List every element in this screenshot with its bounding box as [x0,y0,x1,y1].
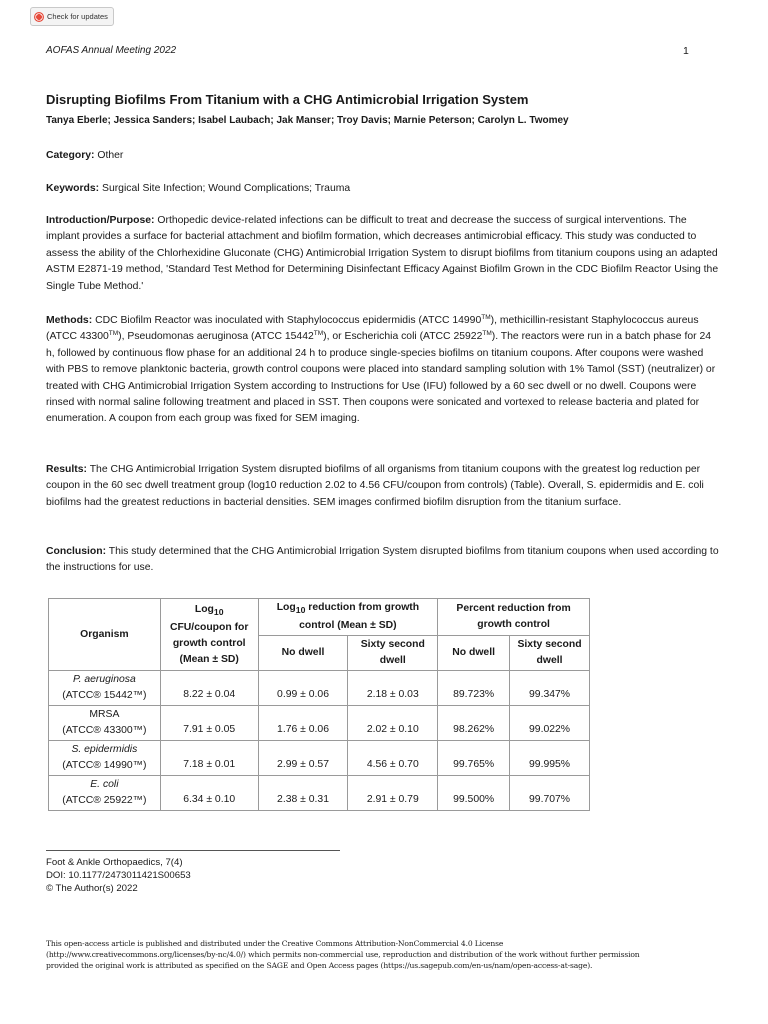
results-text: The CHG Antimicrobial Irrigation System disrupted biofilms of all organisms from titanium coupons with the greatest log reduction per coupon in the 60 sec dwell treatment group (log10 reduction 2.02 to 4.56 CFU/coupon from controls) (Table). Overall, S. epidermidis and E. coli biofilms had the greatest reductions in bacterial densities. SEM images confirmed biofilm disruption from the titanium surface. [46,464,704,508]
percent-no-dwell-cell: 99.765% [438,741,510,776]
header-pct-no-dwell: No dwell [438,636,510,671]
conclusion-label: Conclusion: [46,546,107,557]
control-cell: 7.18 ± 0.01 [160,741,258,776]
copyright-line: © The Author(s) 2022 [46,883,138,894]
category-value: Other [94,150,124,161]
organism-cell: S. epidermidis (ATCC® 14990™) [49,741,161,776]
percent-sixty-cell: 99.022% [510,706,590,741]
keywords-value: Surgical Site Infection; Wound Complications; Trauma [99,183,351,194]
reduction-sixty-cell: 2.91 ± 0.79 [348,776,438,811]
conclusion-paragraph [46,544,722,577]
reduction-no-dwell-cell: 1.76 ± 0.06 [258,706,348,741]
methods-label: Methods: [46,315,93,326]
methods-text-2: ), methicillin-resistant Staphylococcus aureus (ATCC 43300 [46,315,699,343]
keywords-line [46,181,722,197]
header-percent-reduction: Percent reduction from growth control [438,599,590,636]
trademark-superscript: TM [108,330,119,338]
trademark-superscript: TM [481,314,491,321]
results-label: Results: [46,464,87,475]
results-table [48,598,590,811]
check-for-updates-icon [34,12,44,22]
reduction-sixty-cell: 2.02 ± 0.10 [348,706,438,741]
reduction-no-dwell-cell: 0.99 ± 0.06 [258,671,348,706]
reduction-sixty-cell: 4.56 ± 0.70 [348,741,438,776]
organism-cell: P. aeruginosa (ATCC® 15442™) [49,671,161,706]
table-row [49,706,590,741]
license-notice [46,938,726,972]
table-row [49,741,590,776]
footnote-divider [46,850,340,851]
percent-no-dwell-cell: 99.500% [438,776,510,811]
methods-text-5: ). The reactors were run in a batch phase for 24 h, followed by continuous flow phase for an additional 24 h to produce single-species biofilms on titanium coupons. After coupons were washed with PBS to remove planktonic bacteria, growth control coupons were placed into standard sampling solution with 1% Tamol (SST) (neutralizer) or treated with CHG Antimicrobial Irrigation System according to Instructions for Use (IFU) followed by a 60 sec dwell or no dwell. Coupons were rinsed with normal saline following treatment and placed in SST. Then coupons were sonicated and vortexed to release bacteria and plated for enumeration. A coupon from each group was fixed for SEM imaging. [46,331,716,425]
percent-sixty-cell: 99.995% [510,741,590,776]
conclusion-text: This study determined that the CHG Antimicrobial Irrigation System disrupted biofilms from titanium coupons when used according to the instructions for use. [46,546,719,574]
license-line-1: This open-access article is published and distributed under the Creative Commons Attribution-NonCommercial 4.0 License [46,939,504,948]
page-number: 1 [683,45,689,57]
control-cell: 6.34 ± 0.10 [160,776,258,811]
organism-cell: MRSA (ATCC® 43300™) [49,706,161,741]
keywords-label: Keywords: [46,183,100,194]
trademark-superscript: TM [482,330,492,338]
running-header: AOFAS Annual Meeting 2022 [46,45,177,56]
percent-sixty-cell: 99.707% [510,776,590,811]
results-paragraph [46,462,722,511]
control-cell: 7.91 ± 0.05 [160,706,258,741]
header-growth-control: Log$_{10}$ CFU/coupon for growth control (Mean ± SD) [160,599,258,671]
journal-citation: Foot & Ankle Orthopaedics, 7(4) [46,857,183,868]
license-line-2: (http://www.creativecommons.org/licenses/by-nc/4.0/) which permits non-commercial use, reproduction and distribution of the work without further permission [46,950,640,960]
introduction-text: Orthopedic device-related infections can be difficult to treat and decrease the success of surgical interventions. The implant provides a surface for bacterial attachment and biofilm formation, which decreases antimicrobial efficacy. This study was conducted to assess the ability of the Chlorhexidine Gluconate (CHG) Antimicrobial Irrigation System to disrupt biofilms from titanium coupons using an adapted ASTM E2871-19 method, 'Standard Test Method for Determining Disinfectant Efficacy Against Biofilm Grown in the CDC Biofilm Reactor Using the Single Tube Method.' [46,215,719,292]
methods-text-4: ), or Escherichia coli (ATCC 25922 [323,331,483,343]
percent-sixty-cell: 99.347% [510,671,590,706]
control-cell: 8.22 ± 0.04 [160,671,258,706]
percent-no-dwell-cell: 98.262% [438,706,510,741]
introduction-label: Introduction/Purpose: [46,215,155,226]
organism-cell: E. coli (ATCC® 25922™) [49,776,161,811]
header-organism: Organism [49,599,161,671]
category-label: Category: [46,150,95,161]
reduction-sixty-cell: 2.18 ± 0.03 [348,671,438,706]
header-sixty-second-dwell: Sixty second dwell [348,636,438,671]
doi-line: DOI: 10.1177/2473011421S00653 [46,870,191,881]
table-row [49,776,590,811]
percent-no-dwell-cell: 89.723% [438,671,510,706]
methods-paragraph [46,313,722,428]
introduction-paragraph [46,213,722,295]
header-pct-sixty-second-dwell: Sixty second dwell [510,636,590,671]
check-for-updates-label: Check for updates [47,12,108,21]
reduction-no-dwell-cell: 2.38 ± 0.31 [258,776,348,811]
license-line-3: provided the original work is attributed as specified on the SAGE and Open Access pages (https://us.sagepub.com/en-us/nam/open-access-at-sage). [46,961,593,971]
reduction-no-dwell-cell: 2.99 ± 0.57 [258,741,348,776]
methods-text-1: CDC Biofilm Reactor was inoculated with Staphylococcus epidermidis (ATCC 14990 [92,315,482,326]
header-no-dwell: No dwell [258,636,348,671]
article-title: Disrupting Biofilms From Titanium with a CHG Antimicrobial Irrigation System [46,92,529,107]
header-log-reduction: Log$_{10}$ reduction from growth control (Mean ± SD) [258,599,438,636]
author-list: Tanya Eberle; Jessica Sanders; Isabel Laubach; Jak Manser; Troy Davis; Marnie Peterson; Carolyn L. Twomey [46,115,569,126]
trademark-superscript: TM [313,330,324,338]
check-for-updates-button[interactable] [30,7,114,26]
methods-text-3: ), Pseudomonas aeruginosa (ATCC 15442 [118,331,314,343]
category-line [46,148,722,164]
table-row [49,671,590,706]
